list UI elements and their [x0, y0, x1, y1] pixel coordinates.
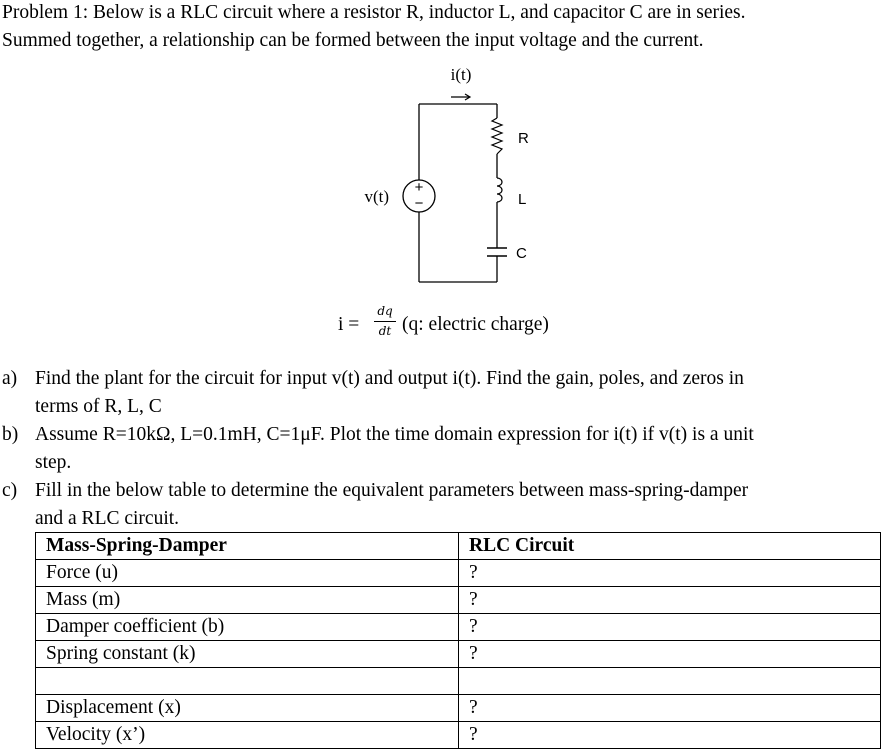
table-row	[36, 614, 881, 641]
equation-note: (q: electric charge)	[402, 314, 549, 335]
equivalence-table	[35, 532, 881, 749]
msd-cell: Spring constant (k)	[36, 641, 459, 668]
table-row	[36, 560, 881, 587]
current-label: i(t)	[450, 66, 472, 84]
rlc-cell[interactable]: ?	[459, 695, 881, 722]
source-label: v(t)	[364, 187, 389, 206]
dq-dt-fraction	[374, 304, 396, 338]
table-row	[36, 695, 881, 722]
msd-cell: Force (u)	[36, 560, 459, 587]
question-line1: Assume R=10kΩ, L=0.1mH, C=1μF. Plot the time domain expression for i(t) if v(t) is a unit	[35, 424, 754, 445]
msd-cell: Mass (m)	[36, 587, 459, 614]
table-header-row	[36, 533, 881, 560]
question-label: a)	[2, 368, 18, 389]
msd-cell	[36, 668, 459, 695]
fraction-denominator: dt	[378, 324, 392, 338]
question-label: c)	[2, 480, 18, 501]
header-rlc-circuit: RLC Circuit	[459, 533, 881, 560]
question-line2: terms of R, L, C	[35, 396, 162, 417]
fraction-bar	[374, 321, 396, 322]
rlc-cell[interactable]: ?	[459, 587, 881, 614]
table-row	[36, 587, 881, 614]
problem-intro-line1: Problem 1: Below is a RLC circuit where a resistor R, inductor L, and capacitor C are in series.	[2, 2, 746, 23]
problem-intro-line2: Summed together, a relationship can be formed between the input voltage and the current.	[2, 30, 704, 51]
rlc-cell[interactable]: ?	[459, 614, 881, 641]
source-plus-sign: +	[414, 179, 424, 196]
rlc-circuit-diagram	[340, 66, 570, 291]
capacitor-label: C	[516, 245, 527, 262]
question-line2: and a RLC circuit.	[35, 508, 180, 529]
fraction-numerator: dq	[377, 304, 393, 318]
rlc-cell[interactable]: ?	[459, 641, 881, 668]
resistor-icon	[492, 118, 502, 154]
question-line2: step.	[35, 452, 72, 473]
equation-lhs: i =	[338, 314, 360, 335]
table-row-empty	[36, 668, 881, 695]
header-mass-spring-damper: Mass-Spring-Damper	[36, 533, 459, 560]
capacitor-icon	[487, 248, 507, 256]
current-arrow-icon	[451, 94, 470, 100]
source-minus-sign: −	[414, 195, 424, 212]
question-line1: Fill in the below table to determine the equivalent parameters between mass-spring-damper	[35, 480, 749, 501]
msd-cell: Displacement (x)	[36, 695, 459, 722]
msd-cell: Velocity (x’)	[36, 722, 459, 749]
question-line1: Find the plant for the circuit for input v(t) and output i(t). Find the gain, poles, and zeros in	[35, 368, 744, 389]
msd-cell: Damper coefficient (b)	[36, 614, 459, 641]
inductor-label: L	[518, 191, 527, 208]
rlc-cell[interactable]: ?	[459, 722, 881, 749]
inductor-icon	[497, 178, 502, 202]
resistor-label: R	[518, 130, 529, 147]
table-row	[36, 641, 881, 668]
table-row	[36, 722, 881, 749]
question-label: b)	[2, 424, 19, 445]
rlc-cell[interactable]: ?	[459, 560, 881, 587]
rlc-cell[interactable]	[459, 668, 881, 695]
